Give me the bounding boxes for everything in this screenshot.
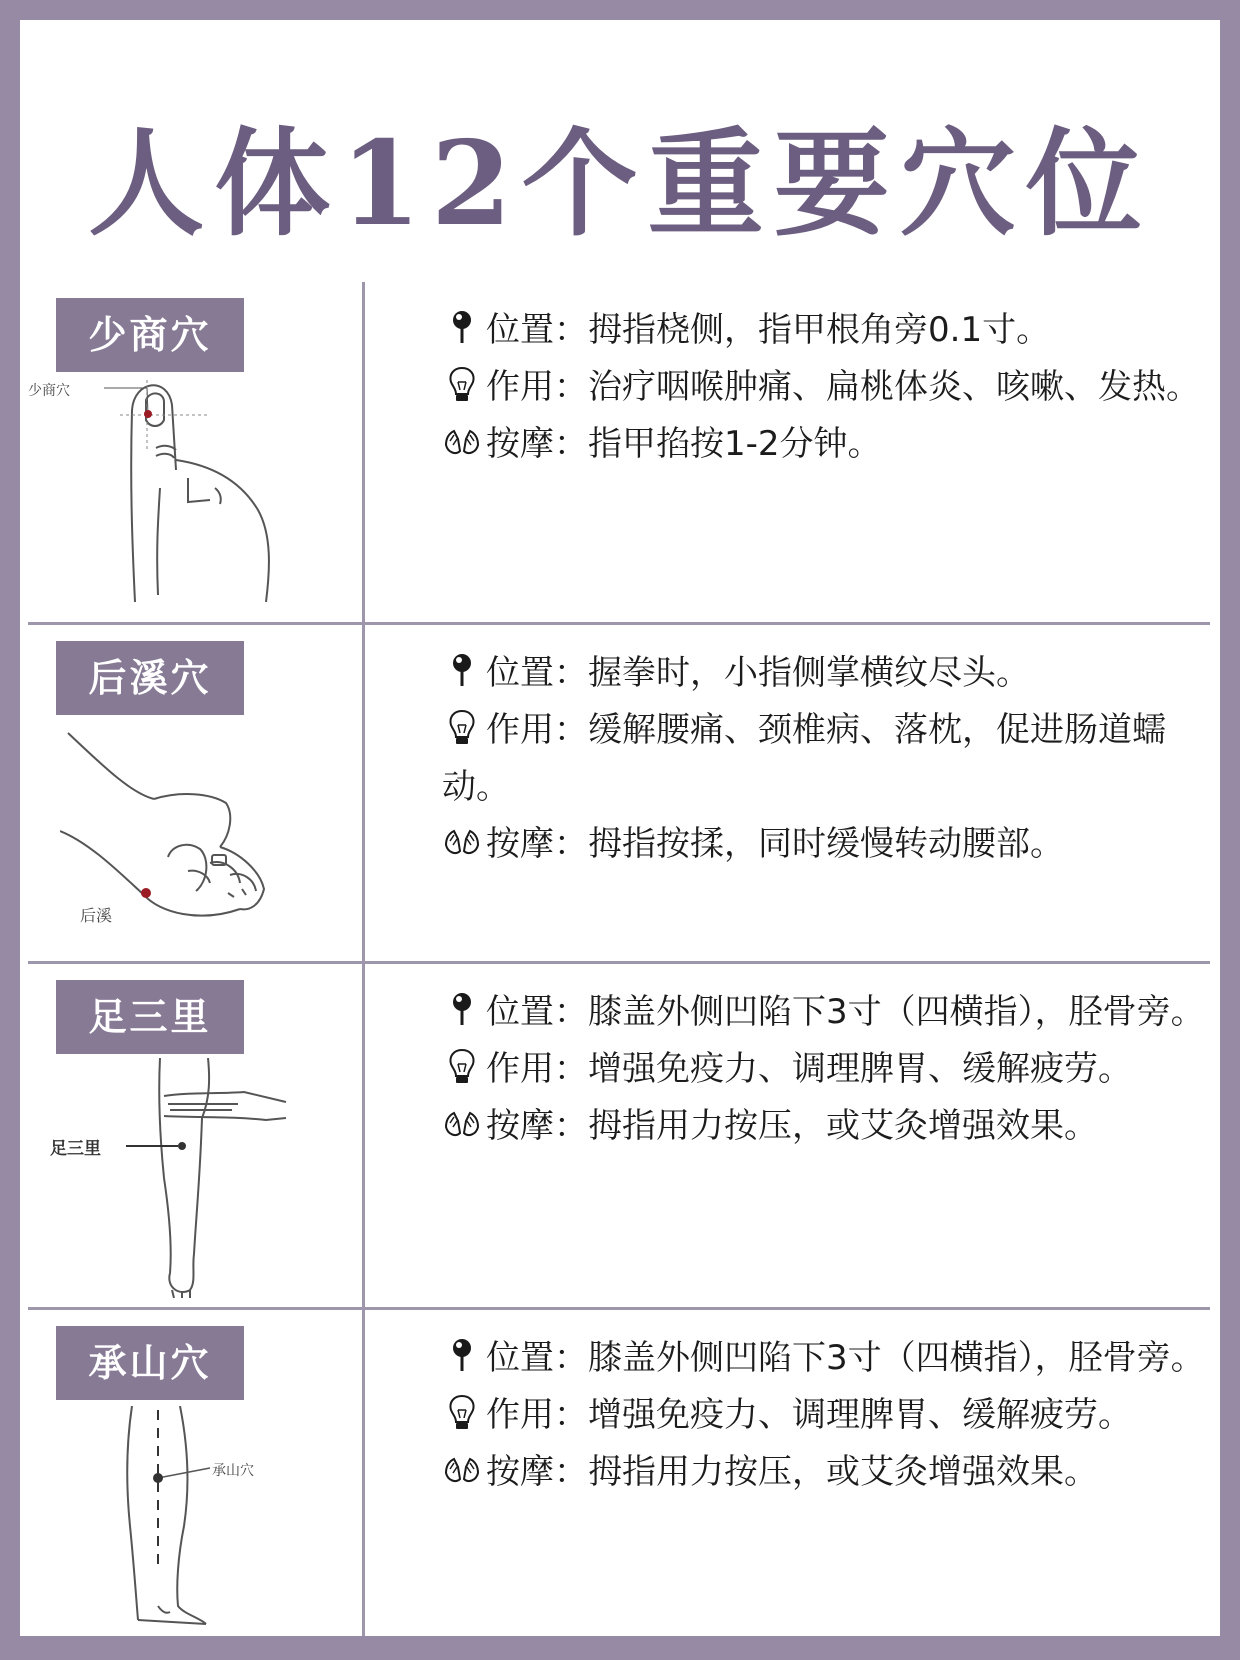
effect-label: 作用：: [486, 1049, 588, 1089]
location-text: 拇指桡侧，指甲根角旁0.1寸。: [588, 310, 1051, 350]
hands-icon: [442, 421, 482, 461]
massage-line: [442, 1444, 1212, 1501]
section-label: 少商穴: [56, 298, 244, 372]
leg-illustration: [60, 1058, 330, 1298]
location-line: [442, 302, 1212, 359]
info-block: [442, 1330, 1212, 1501]
pin-icon: [442, 989, 482, 1029]
section-zusanli: [20, 964, 1220, 1307]
effect-line: [442, 1041, 1212, 1098]
location-line: [442, 1330, 1212, 1387]
page-title: 人体12个重要穴位: [88, 116, 1152, 252]
info-block: [442, 302, 1212, 473]
massage-line: [442, 416, 1212, 473]
effect-label: 作用：: [486, 710, 588, 750]
location-label: 位置：: [486, 310, 588, 350]
pin-icon: [442, 307, 482, 347]
acupoint-dot: [144, 410, 152, 418]
hands-icon: [442, 1449, 482, 1489]
location-line: [442, 645, 1212, 702]
effect-line: [442, 359, 1212, 416]
section-shaoshang: [20, 282, 1220, 622]
location-label: 位置：: [486, 1338, 588, 1378]
acupoint-dot: [141, 888, 151, 898]
figure-label: 足三里: [50, 1139, 101, 1159]
pin-icon: [442, 650, 482, 690]
effect-label: 作用：: [486, 367, 588, 407]
column-divider: [362, 282, 365, 622]
lightbulb-icon: [442, 364, 482, 404]
location-text: 膝盖外侧凹陷下3寸（四横指），胫骨旁。: [588, 1338, 1205, 1378]
hands-icon: [442, 821, 482, 861]
figure-label: 承山穴: [212, 1463, 254, 1479]
effect-text: 治疗咽喉肿痛、扁桃体炎、咳嗽、发热。: [588, 367, 1200, 407]
acupoint-dot: [178, 1142, 186, 1150]
thumb-illustration: [60, 370, 330, 610]
section-label: 后溪穴: [56, 641, 244, 715]
effect-text: 增强免疫力、调理脾胃、缓解疲劳。: [588, 1395, 1132, 1435]
section-chengshan: [20, 1310, 1220, 1636]
massage-label: 按摩：: [486, 824, 588, 864]
lightbulb-icon: [442, 707, 482, 747]
hands-icon: [442, 1103, 482, 1143]
location-text: 握拳时，小指侧掌横纹尽头。: [588, 653, 1030, 693]
calf-illustration: [60, 1406, 330, 1632]
column-divider: [362, 625, 365, 961]
poster-card: [20, 20, 1220, 1636]
figure-label: 少商穴: [28, 383, 70, 399]
section-label: 承山穴: [56, 1326, 244, 1400]
location-label: 位置：: [486, 653, 588, 693]
location-text: 膝盖外侧凹陷下3寸（四横指），胫骨旁。: [588, 992, 1205, 1032]
info-block: [442, 984, 1212, 1155]
massage-line: [442, 816, 1212, 873]
pin-icon: [442, 1335, 482, 1375]
column-divider: [362, 1310, 365, 1636]
effect-text: 缓解腰痛、颈椎病、落枕，促进肠道蠕动。: [442, 710, 1166, 807]
section-houxi: [20, 625, 1220, 961]
effect-label: 作用：: [486, 1395, 588, 1435]
massage-text: 拇指用力按压，或艾灸增强效果。: [588, 1106, 1098, 1146]
info-block: [442, 645, 1212, 873]
lightbulb-icon: [442, 1046, 482, 1086]
effect-line: [442, 702, 1212, 816]
effect-text: 增强免疫力、调理脾胃、缓解疲劳。: [588, 1049, 1132, 1089]
figure-label: 后溪: [80, 906, 113, 925]
massage-text: 指甲掐按1-2分钟。: [588, 424, 882, 464]
massage-label: 按摩：: [486, 424, 588, 464]
section-label: 足三里: [56, 980, 244, 1054]
lightbulb-icon: [442, 1392, 482, 1432]
massage-text: 拇指用力按压，或艾灸增强效果。: [588, 1452, 1098, 1492]
location-line: [442, 984, 1212, 1041]
massage-line: [442, 1098, 1212, 1155]
massage-label: 按摩：: [486, 1452, 588, 1492]
effect-line: [442, 1387, 1212, 1444]
column-divider: [362, 964, 365, 1307]
acupoint-dot: [153, 1473, 163, 1483]
massage-text: 拇指按揉，同时缓慢转动腰部。: [588, 824, 1064, 864]
location-label: 位置：: [486, 992, 588, 1032]
massage-label: 按摩：: [486, 1106, 588, 1146]
